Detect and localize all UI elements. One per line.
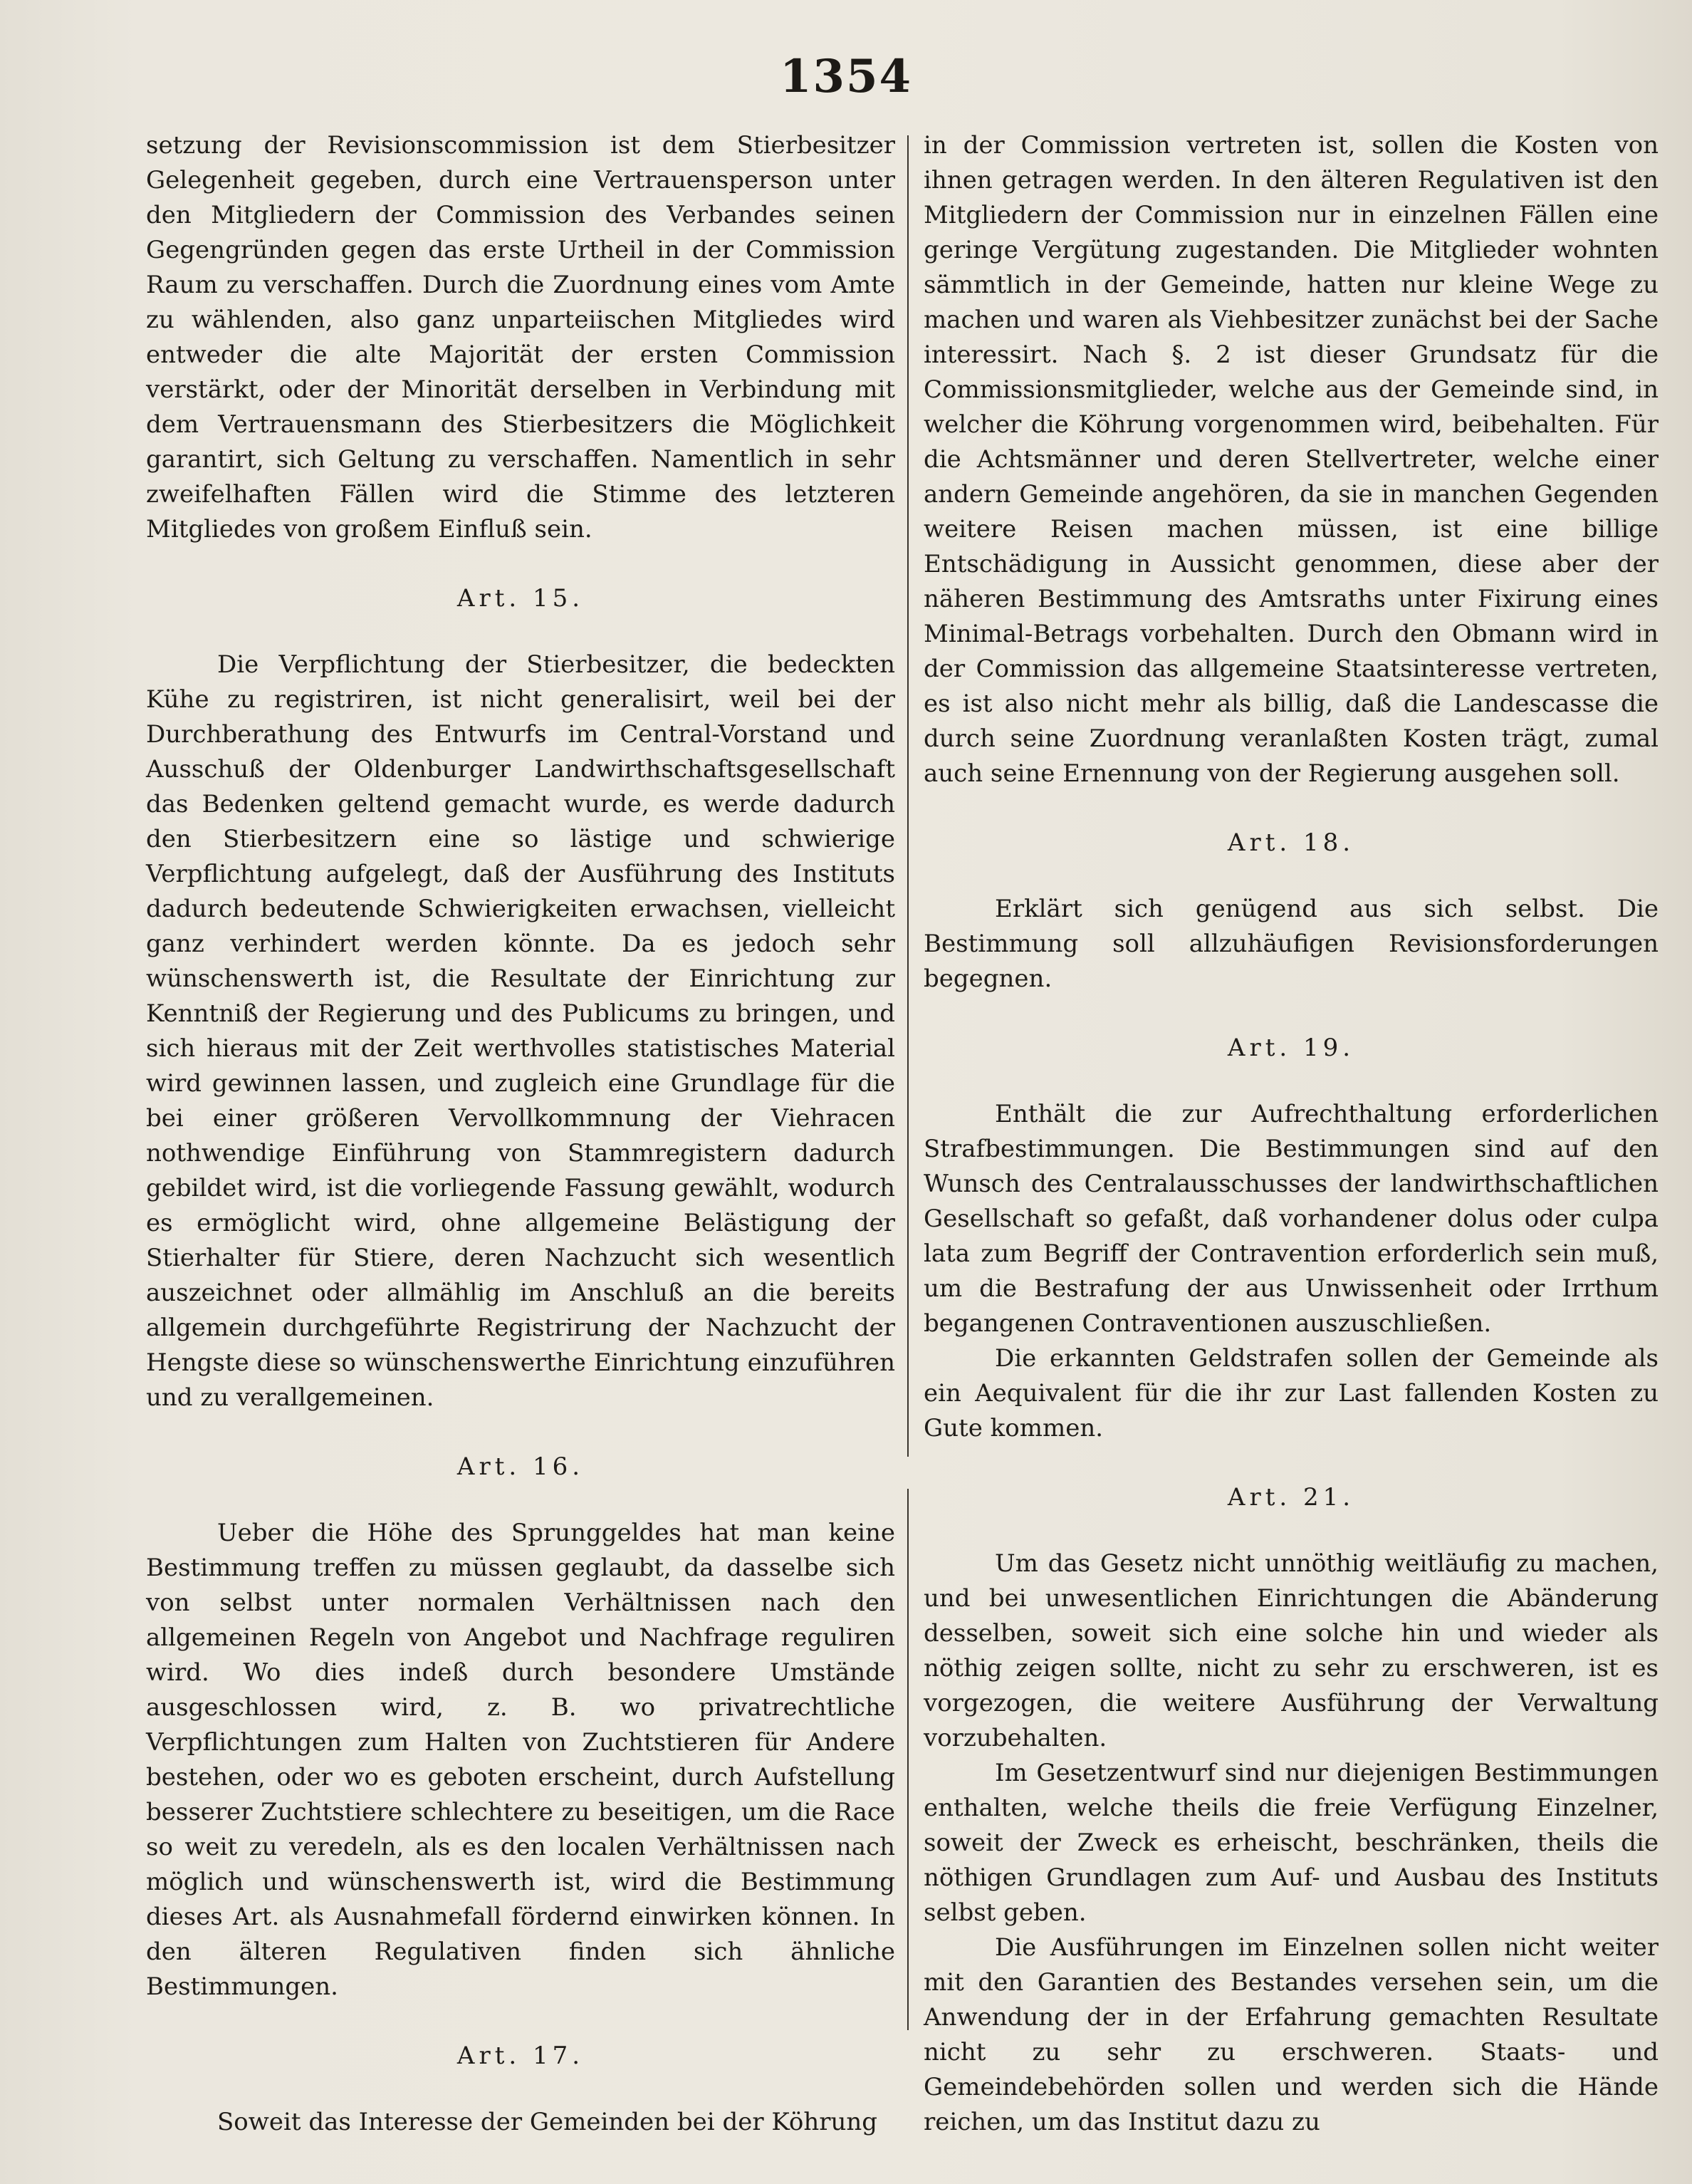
column-divider-lower [907, 1489, 909, 2030]
right-column [924, 128, 1659, 2140]
paragraph-art-19-b: Die erkannten Geldstrafen sollen der Gemeinde als ein Aequivalent für die ihr zur Last fallenden Kosten zu Gute kommen. [924, 1344, 1659, 1442]
paragraph-art-21-b: Im Gesetzentwurf sind nur diejenigen Bestimmungen enthalten, welche theils die freie Verfügung Einzelner, soweit der Zweck es erheischt, beschränken, theils die nöthigen Grundlagen zum Auf- und Ausbau des Instituts selbst geben. [924, 1759, 1659, 1927]
heading-art-15: Art. 15. [456, 584, 585, 613]
paragraph-right-intro: in der Commission vertreten ist, sollen die Kosten von ihnen getragen werden. In den älteren Regulativen ist den Mitgliedern der Commission nur in einzelnen Fällen eine geringe Vergütung zugestanden. Die Mitglieder wohnten sämmtlich in der Gemeinde, hatten nur kleine Wege zu machen und waren als Viehbesitzer zunächst bei der Sache interessirt. Nach §. 2 ist dieser Grundsatz für die Commissionsmitglieder, welche aus der Gemeinde sind, in welcher die Köhrung vorgenommen wird, beibehalten. Für die Achtsmänner und deren Stellvertreter, welche einer andern Gemeinde angehören, da sie in manchen Gegenden weitere Reisen machen müssen, ist eine billige Entschädigung in Aussicht genommen, diese aber der näheren Bestimmung des Amtsraths unter Fixirung eines Minimal-Betrags vorbehalten. Durch den Obmann wird in der Commission das allgemeine Staatsinteresse vertreten, es ist also nicht mehr als billig, daß die Landescasse die durch seine Zuordnung veranlaßten Kosten trägt, zumal auch seine Ernennung von der Regierung ausgehen soll. [924, 131, 1659, 788]
paragraph-art-18: Erklärt sich genügend aus sich selbst. Die Bestimmung soll allzuhäufigen Revisionsforderungen begegnen. [924, 895, 1659, 993]
column-divider-upper [907, 135, 909, 1457]
paragraph-art-16: Ueber die Höhe des Sprunggeldes hat man keine Bestimmung treffen zu müssen geglaubt, da dasselbe sich von selbst unter normalen Verhältnissen nach den allgemeinen Regeln von Angebot und Nachfrage reguliren wird. Wo dies indeß durch besondere Umstände ausgeschlossen wird, z. B. wo privatrechtliche Verpflichtungen zum Halten von Zuchtstieren für Andere bestehen, oder wo es geboten erscheint, durch Aufstellung besserer Zuchtstiere schlechtere zu beseitigen, um die Race so weit zu veredeln, als es den localen Verhältnissen nach möglich und wünschenswerth ist, wird die Bestimmung dieses Art. als Ausnahmefall fördernd einwirken können. In den älteren Regulativen finden sich ähnliche Bestimmungen. [146, 1519, 895, 2001]
paragraph-art-21-c: Die Ausführungen im Einzelnen sollen nicht weiter mit den Garantien des Bestandes versehen sein, um die Anwendung der in der Erfahrung gemachten Resultate nicht zu sehr zu erschweren. Staats- und Gemeindebehörden sollen und werden sich die Hände reichen, um das Institut dazu zu [924, 1933, 1659, 2136]
heading-art-17: Art. 17. [456, 2042, 585, 2070]
heading-art-16: Art. 16. [456, 1452, 585, 1481]
heading-art-18: Art. 18. [1227, 828, 1355, 857]
heading-art-21: Art. 21. [1227, 1483, 1355, 1512]
paragraph-art-19-a: Enthält die zur Aufrechthaltung erforderlichen Strafbestimmungen. Die Bestimmungen sind auf den Wunsch des Centralausschusses der landwirthschaftlichen Gesellschaft so gefaßt, daß vorhandener dolus oder culpa lata zum Begriff der Contravention erforderlich sein muß, um die Bestrafung der aus Unwissenheit oder Irrthum begangenen Contraventionen auszuschließen. [924, 1100, 1659, 1338]
left-column [146, 128, 895, 2140]
heading-art-19: Art. 19. [1227, 1034, 1355, 1062]
page-number: 1354 [779, 50, 913, 103]
paragraph-art-21-a: Um das Gesetz nicht unnöthig weitläufig zu machen, und bei unwesentlichen Einrichtungen die Abänderung desselben, soweit sich eine solche hin und wieder als nöthig zeigen sollte, nicht zu sehr zu erschweren, ist es vorgezogen, die weitere Ausführung der Verwaltung vorzubehalten. [924, 1549, 1659, 1752]
paragraph-art-17: Soweit das Interesse der Gemeinden bei der Köhrung [217, 2108, 878, 2136]
paragraph-left-intro: setzung der Revisionscommission ist dem Stierbesitzer Gelegenheit gegeben, durch eine Vertrauensperson unter den Mitgliedern der Commission des Verbandes seinen Gegengründen gegen das erste Urtheil in der Commission Raum zu verschaffen. Durch die Zuordnung eines vom Amte zu wählenden, also ganz unparteiischen Mitgliedes wird entweder die alte Majorität der ersten Commission verstärkt, oder der Minorität derselben in Verbindung mit dem Vertrauensmann des Stierbesitzers die Möglichkeit garantirt, sich Geltung zu verschaffen. Namentlich in sehr zweifelhaften Fällen wird die Stimme des letzteren Mitgliedes von großem Einfluß sein. [146, 131, 895, 544]
paragraph-art-15: Die Verpflichtung der Stierbesitzer, die bedeckten Kühe zu registriren, ist nicht generalisirt, weil bei der Durchberathung des Entwurfs im Central-Vorstand und Ausschuß der Oldenburger Landwirthschaftsgesellschaft das Bedenken geltend gemacht wurde, es werde dadurch den Stierbesitzern eine so lästige und schwierige Verpflichtung aufgelegt, daß der Ausführung des Instituts dadurch bedeutende Schwierigkeiten erwachsen, vielleicht ganz verhindert werden könnte. Da es jedoch sehr wünschenswerth ist, die Resultate der Einrichtung zur Kenntniß der Regierung und des Publicums zu bringen, und sich hieraus mit der Zeit werthvolles statistisches Material wird gewinnen lassen, und zugleich eine Grundlage für die bei einer größeren Vervollkommnung der Viehracen nothwendige Einführung von Stammregistern dadurch gebildet wird, ist die vorliegende Fassung gewählt, wodurch es ermöglicht wird, ohne allgemeine Belästigung der Stierhalter für Stiere, deren Nachzucht sich wesentlich auszeichnet oder allmählig im Anschluß an die bereits allgemein durchgeführte Registrirung der Nachzucht der Hengste diese so wünschenswerthe Einrichtung einzuführen und zu verallgemeinen. [146, 650, 895, 1412]
